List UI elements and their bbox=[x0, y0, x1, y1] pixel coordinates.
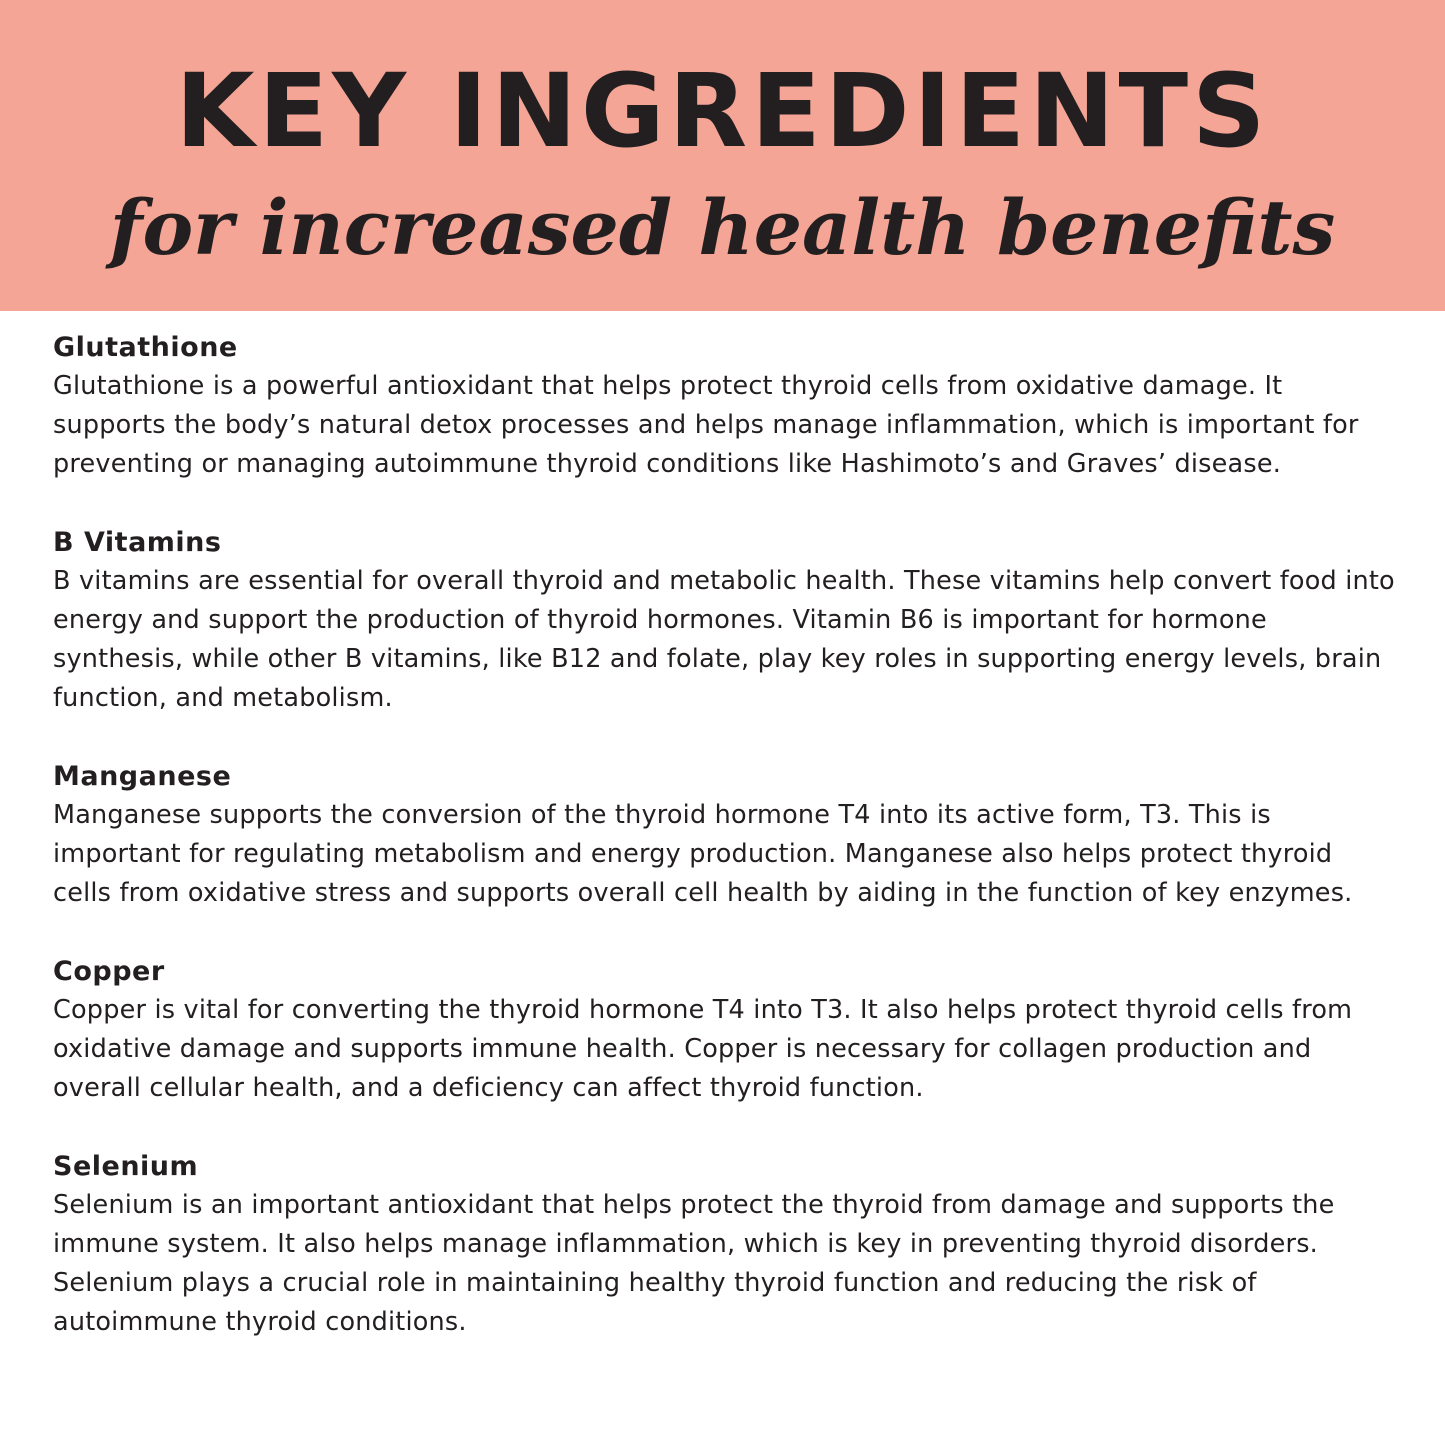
ingredient-glutathione bbox=[53, 328, 1398, 484]
ingredient-description: B vitamins are essential for overall thyroid and metabolic health. These vitamins help convert food into energy and support the production of thyroid hormones. Vitamin B6 is important for hormone synthesis, while other B vitamins, like B12 and folate, play key roles in supporting energy levels, brain function, and metabolism. bbox=[53, 566, 1395, 713]
ingredient-copper bbox=[53, 952, 1398, 1108]
ingredient-description: Copper is vital for converting the thyroid hormone T4 into T3. It also helps protect thyroid cells from oxidative damage and supports immune health. Copper is necessary for collagen production and overall cellular health, and a deficiency can affect thyroid function. bbox=[53, 995, 1353, 1103]
ingredient-name: B Vitamins bbox=[53, 527, 222, 558]
ingredient-name: Glutathione bbox=[53, 332, 238, 363]
ingredient-description: Manganese supports the conversion of the thyroid hormone T4 into its active form, T3. This is important for regulating metabolism and energy production. Manganese also helps protect thyroid cells from oxidative stress and supports overall cell health by aiding in the function of key enzymes. bbox=[53, 800, 1353, 908]
ingredient-description: Selenium is an important antioxidant that helps protect the thyroid from damage and supports the immune system. It also helps manage inflammation, which is key in preventing thyroid disorders. Selenium plays a crucial role in maintaining healthy thyroid function and reducing the risk of autoimmune thyroid conditions. bbox=[53, 1190, 1335, 1337]
ingredient-b-vitamins bbox=[53, 523, 1398, 718]
ingredient-name: Manganese bbox=[53, 761, 232, 792]
ingredient-manganese bbox=[53, 757, 1398, 913]
ingredients-list bbox=[53, 328, 1398, 1381]
ingredient-description: Glutathione is a powerful antioxidant that helps protect thyroid cells from oxidative damage. It supports the body’s natural detox processes and helps manage inflammation, which is important for preventing or managing autoimmune thyroid conditions like Hashimoto’s and Graves’ disease. bbox=[53, 371, 1359, 479]
page-subtitle: for increased health benefits bbox=[109, 183, 1336, 272]
ingredient-name: Copper bbox=[53, 956, 165, 987]
ingredient-name: Selenium bbox=[53, 1151, 199, 1182]
ingredient-selenium bbox=[53, 1147, 1398, 1342]
header-banner bbox=[0, 0, 1445, 311]
page-title: KEY INGREDIENTS bbox=[175, 52, 1270, 171]
